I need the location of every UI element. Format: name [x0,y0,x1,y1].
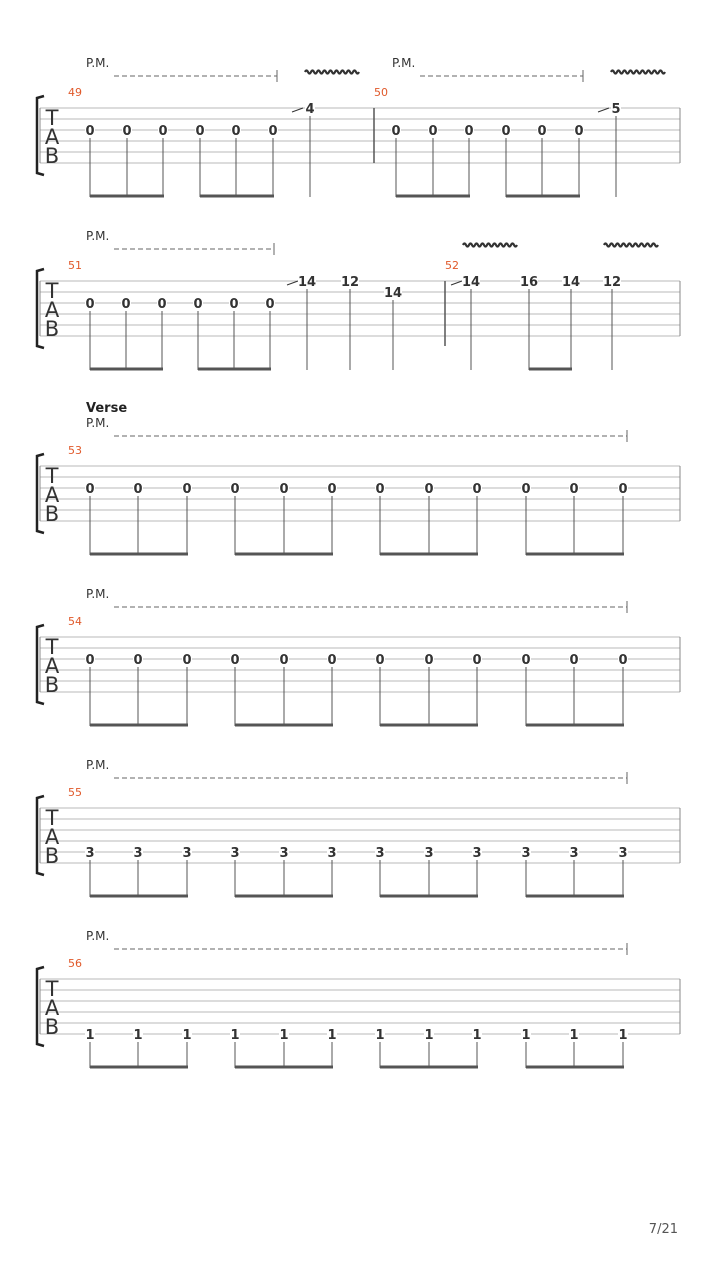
fret-number: 0 [574,124,584,139]
note-beam [90,895,188,898]
fret-number: 0 [268,124,278,139]
fret-number: 3 [327,846,337,861]
vibrato-mark [604,244,658,247]
fret-number: 1 [182,1028,192,1043]
note-beam [90,553,188,556]
measure-number: 52 [445,259,459,272]
slide-in-mark [598,108,609,112]
fret-number: 3 [279,846,289,861]
fret-number: 0 [569,482,579,497]
tab-clef-letter: B [44,1015,60,1039]
fret-number: 0 [279,482,289,497]
fret-number: 0 [229,297,239,312]
palm-mute-label: P.M. [86,929,110,943]
palm-mute-label: P.M. [86,587,110,601]
note-beam [526,724,624,727]
measure-number: 53 [68,444,82,457]
section-label: Verse [86,401,128,416]
fret-number: 1 [472,1028,482,1043]
fret-number: 3 [375,846,385,861]
note-beam [90,724,188,727]
tab-clef-letter: A [44,125,60,149]
fret-number: 0 [133,482,143,497]
tab-clef-letter: T [45,464,59,488]
measure-number: 51 [68,259,82,272]
measure-number: 54 [68,615,82,628]
fret-number: 0 [122,124,132,139]
tab-clef-letter: B [44,317,60,341]
fret-number: 0 [521,482,531,497]
fret-number: 1 [327,1028,337,1043]
fret-number: 14 [383,286,403,301]
fret-number: 0 [618,653,628,668]
note-beam [235,724,333,727]
tab-clef-letter: A [44,298,60,322]
fret-number: 0 [158,124,168,139]
fret-number: 0 [618,482,628,497]
vibrato-mark [463,244,517,247]
fret-number: 1 [424,1028,434,1043]
fret-number: 0 [85,482,95,497]
fret-number: 14 [561,275,581,290]
fret-number: 1 [133,1028,143,1043]
note-beam [198,368,271,371]
fret-number: 12 [340,275,360,290]
fret-number: 0 [521,653,531,668]
fret-number: 1 [375,1028,385,1043]
tab-clef-letter: A [44,654,60,678]
tab-clef-letter: T [45,635,59,659]
fret-number: 0 [472,653,482,668]
measure-number: 50 [374,86,388,99]
note-beam [526,1066,624,1069]
tab-clef-letter: T [45,106,59,130]
fret-number: 0 [195,124,205,139]
palm-mute-label: P.M. [86,758,110,772]
fret-number: 0 [265,297,275,312]
vibrato-mark [611,71,665,74]
fret-number: 0 [327,482,337,497]
tab-clef-letter: A [44,483,60,507]
note-beam [526,895,624,898]
fret-number: 0 [424,482,434,497]
fret-number: 3 [133,846,143,861]
palm-mute-label: P.M. [392,56,416,70]
note-beam [529,368,572,371]
tab-clef-letter: A [44,825,60,849]
palm-mute-label: P.M. [86,229,110,243]
fret-number: 0 [428,124,438,139]
fret-number: 1 [521,1028,531,1043]
fret-number: 3 [618,846,628,861]
tab-clef-letter: B [44,144,60,168]
note-beam [380,895,478,898]
fret-number: 0 [537,124,547,139]
palm-mute-label: P.M. [86,56,110,70]
tab-clef-letter: B [44,502,60,526]
note-beam [90,368,163,371]
note-beam [200,195,274,198]
fret-number: 0 [375,482,385,497]
fret-number: 0 [182,653,192,668]
note-beam [235,895,333,898]
fret-number: 3 [85,846,95,861]
fret-number: 14 [461,275,481,290]
fret-number: 3 [424,846,434,861]
fret-number: 0 [327,653,337,668]
fret-number: 1 [230,1028,240,1043]
tab-clef-letter: T [45,977,59,1001]
fret-number: 14 [297,275,317,290]
fret-number: 0 [472,482,482,497]
fret-number: 0 [375,653,385,668]
fret-number: 0 [85,297,95,312]
fret-number: 12 [602,275,622,290]
fret-number: 5 [611,102,621,117]
tab-clef-letter: B [44,844,60,868]
note-beam [526,553,624,556]
fret-number: 3 [521,846,531,861]
note-beam [235,553,333,556]
fret-number: 0 [157,297,167,312]
note-beam [90,1066,188,1069]
tab-clef-letter: A [44,996,60,1020]
fret-number: 0 [230,653,240,668]
fret-number: 0 [424,653,434,668]
note-beam [235,1066,333,1069]
fret-number: 1 [618,1028,628,1043]
fret-number: 0 [279,653,289,668]
vibrato-mark [305,71,359,74]
slide-in-mark [292,108,303,112]
fret-number: 3 [230,846,240,861]
fret-number: 0 [464,124,474,139]
fret-number: 0 [391,124,401,139]
fret-number: 0 [501,124,511,139]
fret-number: 0 [231,124,241,139]
note-beam [380,1066,478,1069]
measure-number: 55 [68,786,82,799]
fret-number: 0 [85,124,95,139]
fret-number: 0 [133,653,143,668]
fret-number: 0 [193,297,203,312]
fret-number: 16 [519,275,539,290]
fret-number: 4 [305,102,315,117]
measure-number: 56 [68,957,82,970]
fret-number: 3 [182,846,192,861]
fret-number: 1 [85,1028,95,1043]
note-beam [506,195,580,198]
note-beam [90,195,164,198]
tab-clef-letter: B [44,673,60,697]
palm-mute-label: P.M. [86,416,110,430]
note-beam [380,553,478,556]
fret-number: 3 [472,846,482,861]
measure-number: 49 [68,86,82,99]
fret-number: 0 [85,653,95,668]
fret-number: 0 [230,482,240,497]
fret-number: 0 [569,653,579,668]
note-beam [380,724,478,727]
tab-clef-letter: T [45,806,59,830]
fret-number: 1 [569,1028,579,1043]
slide-in-mark [451,281,462,285]
fret-number: 0 [182,482,192,497]
tab-clef-letter: T [45,279,59,303]
note-beam [396,195,470,198]
fret-number: 1 [279,1028,289,1043]
fret-number: 3 [569,846,579,861]
slide-in-mark [287,281,298,285]
page-number: 7/21 [648,1222,678,1237]
fret-number: 0 [121,297,131,312]
